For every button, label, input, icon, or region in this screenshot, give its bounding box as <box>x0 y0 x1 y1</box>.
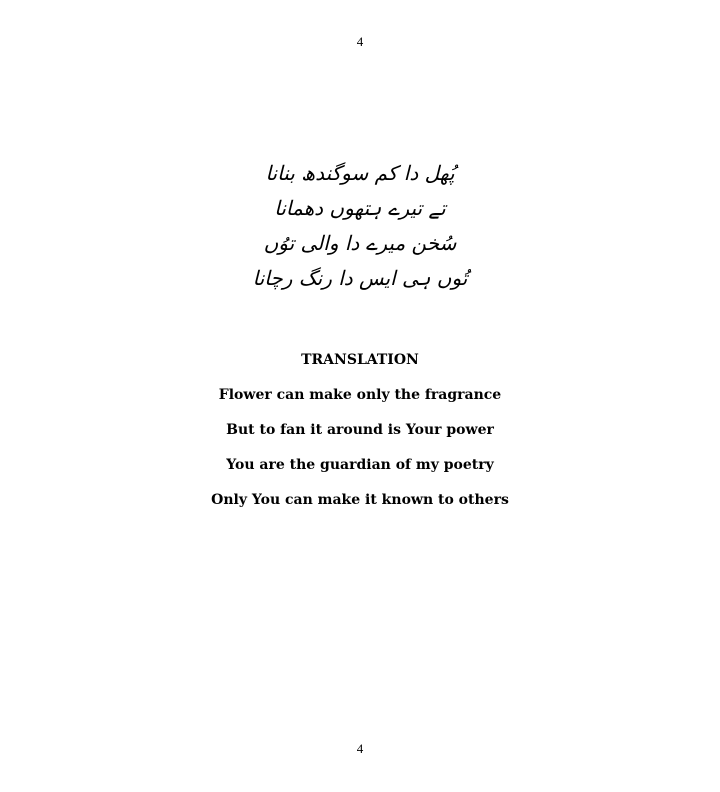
poem-line: تُوں ہی ایس دا رنگ رچانا <box>252 266 468 290</box>
poem-line: تے تیرے ہتھوں دھمانا <box>274 196 446 220</box>
page-number-top: 4 <box>356 34 364 49</box>
translation-line: Flower can make only the fragrance <box>218 387 502 403</box>
urdu-poem <box>0 156 720 296</box>
page-number-bottom: 4 <box>356 741 364 756</box>
translation-line: But to fan it around is Your power <box>226 422 494 438</box>
translation-section <box>0 350 720 525</box>
translation-heading: TRANSLATION <box>301 352 419 368</box>
poem-line: سُخن میرے دا والی توُں <box>263 231 457 255</box>
translation-line: You are the guardian of my poetry <box>226 457 494 473</box>
poem-line: پُھل دا کم سوگندھ بنانا <box>265 161 455 185</box>
translation-line: Only You can make it known to others <box>211 492 509 508</box>
